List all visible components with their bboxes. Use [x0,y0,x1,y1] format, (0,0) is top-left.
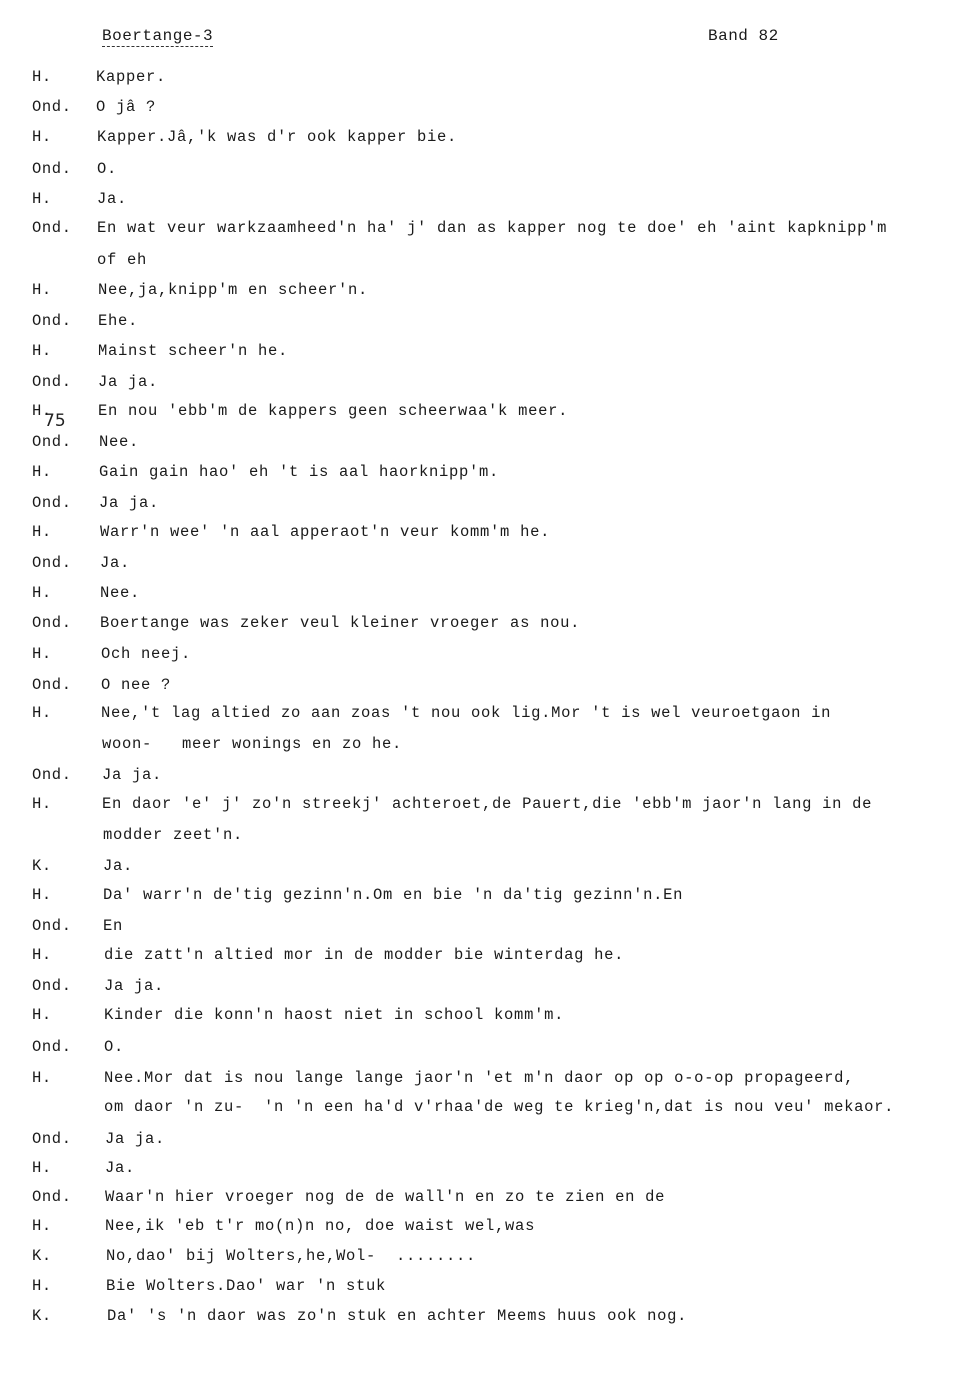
transcript-line [0,249,979,271]
utterance-text: En wat veur warkzaamheed'n ha' j' dan as kapper nog te doe' eh 'aint kapknipp'm [97,219,888,237]
speaker-label: Ond. [32,373,72,391]
transcript-line [0,975,979,997]
utterance-text: Kapper.Jâ,'k was d'r ook kapper bie. [97,128,458,146]
speaker-label: H. [32,886,52,904]
utterance-text: Da' 's 'n daor was zo'n stuk en achter Meems huus ook nog. [107,1307,688,1325]
utterance-text: Bie Wolters.Dao' war 'n stuk [106,1277,387,1295]
transcript-line [0,1275,979,1297]
utterance-text: Ja ja. [99,494,160,512]
margin-note: 75 [44,411,66,431]
utterance-text: Ja ja. [105,1130,166,1148]
utterance-text: No,dao' bij Wolters,he,Wol- ........ [106,1247,477,1265]
transcript-line [0,431,979,453]
utterance-text: Ja. [97,190,128,208]
speaker-label: Ond. [32,1188,72,1206]
utterance-text: O nee ? [101,676,172,694]
utterance-text: O jâ ? [96,98,157,116]
utterance-text: Kapper. [96,68,167,86]
speaker-label: H. [32,1217,52,1235]
utterance-text: om daor 'n zu- 'n 'n een ha'd v'rhaa'de weg te krieg'n,dat is nou veu' mekaor. [104,1098,895,1116]
transcript-line [0,702,979,724]
transcript-line [0,188,979,210]
speaker-label: K. [32,1307,52,1325]
utterance-text: Nee,ja,knipp'm en scheer'n. [98,281,369,299]
utterance-text: woon- meer wonings en zo he. [102,735,403,753]
speaker-label: Ond. [32,98,72,116]
speaker-label: H. [32,1006,52,1024]
speaker-label: Ond. [32,977,72,995]
utterance-text: Nee,ik 'eb t'r mo(n)n no, doe waist wel,was [105,1217,536,1235]
speaker-label: Ond. [32,554,72,572]
transcript-line [0,552,979,574]
speaker-label: H. [32,1069,52,1087]
speaker-label: H. [32,281,52,299]
speaker-label: Ond. [32,312,72,330]
speaker-label: H. [32,190,52,208]
speaker-label: Ond. [32,494,72,512]
utterance-text: Och neej. [101,645,192,663]
utterance-text: Da' warr'n de'tig gezinn'n.Om en bie 'n da'tig gezinn'n.En [103,886,684,904]
utterance-text: Ja. [100,554,131,572]
utterance-text: Ja. [103,857,134,875]
speaker-label: Ond. [32,614,72,632]
transcript-line [0,279,979,301]
transcript-line [0,1186,979,1208]
transcript-line [0,1305,979,1327]
speaker-label: H. [32,523,52,541]
utterance-text: Nee.Mor dat is nou lange lange jaor'n 'et m'n daor op op o-o-op propageerd, [104,1069,855,1087]
speaker-label: Ond. [32,766,72,784]
speaker-label: Ond. [32,676,72,694]
speaker-label: H. [32,1277,52,1295]
transcript-line [0,1245,979,1267]
transcript-line [0,824,979,846]
transcript-line [0,492,979,514]
transcript-line [0,400,979,422]
transcript-line [0,1067,979,1089]
utterance-text: O. [104,1038,125,1056]
utterance-text: Nee. [99,433,140,451]
speaker-label: H. [32,946,52,964]
transcript-line [0,612,979,634]
utterance-text: En [103,917,124,935]
transcript-line [0,944,979,966]
utterance-text: modder zeet'n. [103,826,244,844]
transcript-line [0,1096,979,1118]
speaker-label: H. [32,584,52,602]
utterance-text: Ehe. [98,312,139,330]
transcript-line [0,1128,979,1150]
transcript-line [0,793,979,815]
speaker-label: Ond. [32,917,72,935]
speaker-label: H. [32,704,52,722]
transcript-line [0,371,979,393]
utterance-text: Nee. [100,584,141,602]
transcript-line [0,1036,979,1058]
document-title: Boertange-3 [102,27,214,45]
utterance-text: Ja ja. [102,766,163,784]
utterance-text: Gain gain hao' eh 't is aal haorknipp'm. [99,463,500,481]
speaker-label: Ond. [32,160,72,178]
transcript-line [0,521,979,543]
band-label: Band 82 [708,27,779,45]
transcript-line [0,733,979,755]
utterance-text: Boertange was zeker veul kleiner vroeger as nou. [100,614,581,632]
utterance-text: Ja ja. [104,977,165,995]
utterance-text: Ja ja. [98,373,159,391]
transcript-line [0,884,979,906]
transcript-line [0,643,979,665]
transcript-line [0,158,979,180]
utterance-text: En daor 'e' j' zo'n streekj' achteroet,de Pauert,die 'ebb'm jaor'n lang in de [102,795,873,813]
transcript-line [0,1004,979,1026]
speaker-label: Ond. [32,219,72,237]
transcript-line [0,217,979,239]
transcript-line [0,461,979,483]
speaker-label: Ond. [32,1038,72,1056]
utterance-text: O. [97,160,118,178]
utterance-text: Ja. [105,1159,136,1177]
transcript-line [0,582,979,604]
transcript-line [0,310,979,332]
utterance-text: Mainst scheer'n he. [98,342,289,360]
speaker-label: H. [32,795,52,813]
transcript-line [0,126,979,148]
speaker-label: H. [32,1159,52,1177]
transcript-line [0,1157,979,1179]
speaker-label: H. [32,342,52,360]
speaker-label: Ond. [32,1130,72,1148]
transcript-line [0,340,979,362]
speaker-label: Ond. [32,433,72,451]
utterance-text: of eh [97,251,148,269]
transcript-line [0,915,979,937]
transcript-line [0,764,979,786]
transcript-line [0,1215,979,1237]
transcript-line [0,96,979,118]
transcript-line [0,66,979,88]
speaker-label: H. [32,402,52,420]
utterance-text: Nee,'t lag altied zo aan zoas 't nou ook lig.Mor 't is wel veuroetgaon in [101,704,832,722]
transcript-line [0,855,979,877]
speaker-label: K. [32,1247,52,1265]
utterance-text: Warr'n wee' 'n aal apperaot'n veur komm'm he. [100,523,551,541]
utterance-text: Kinder die konn'n haost niet in school komm'm. [104,1006,565,1024]
speaker-label: H. [32,68,52,86]
speaker-label: H. [32,463,52,481]
utterance-text: die zatt'n altied mor in de modder bie winterdag he. [104,946,625,964]
utterance-text: En nou 'ebb'm de kappers geen scheerwaa'k meer. [98,402,569,420]
speaker-label: K. [32,857,52,875]
speaker-label: H. [32,128,52,146]
utterance-text: Waar'n hier vroeger nog de de wall'n en zo te zien en de [105,1188,666,1206]
speaker-label: H. [32,645,52,663]
transcript-line [0,674,979,696]
